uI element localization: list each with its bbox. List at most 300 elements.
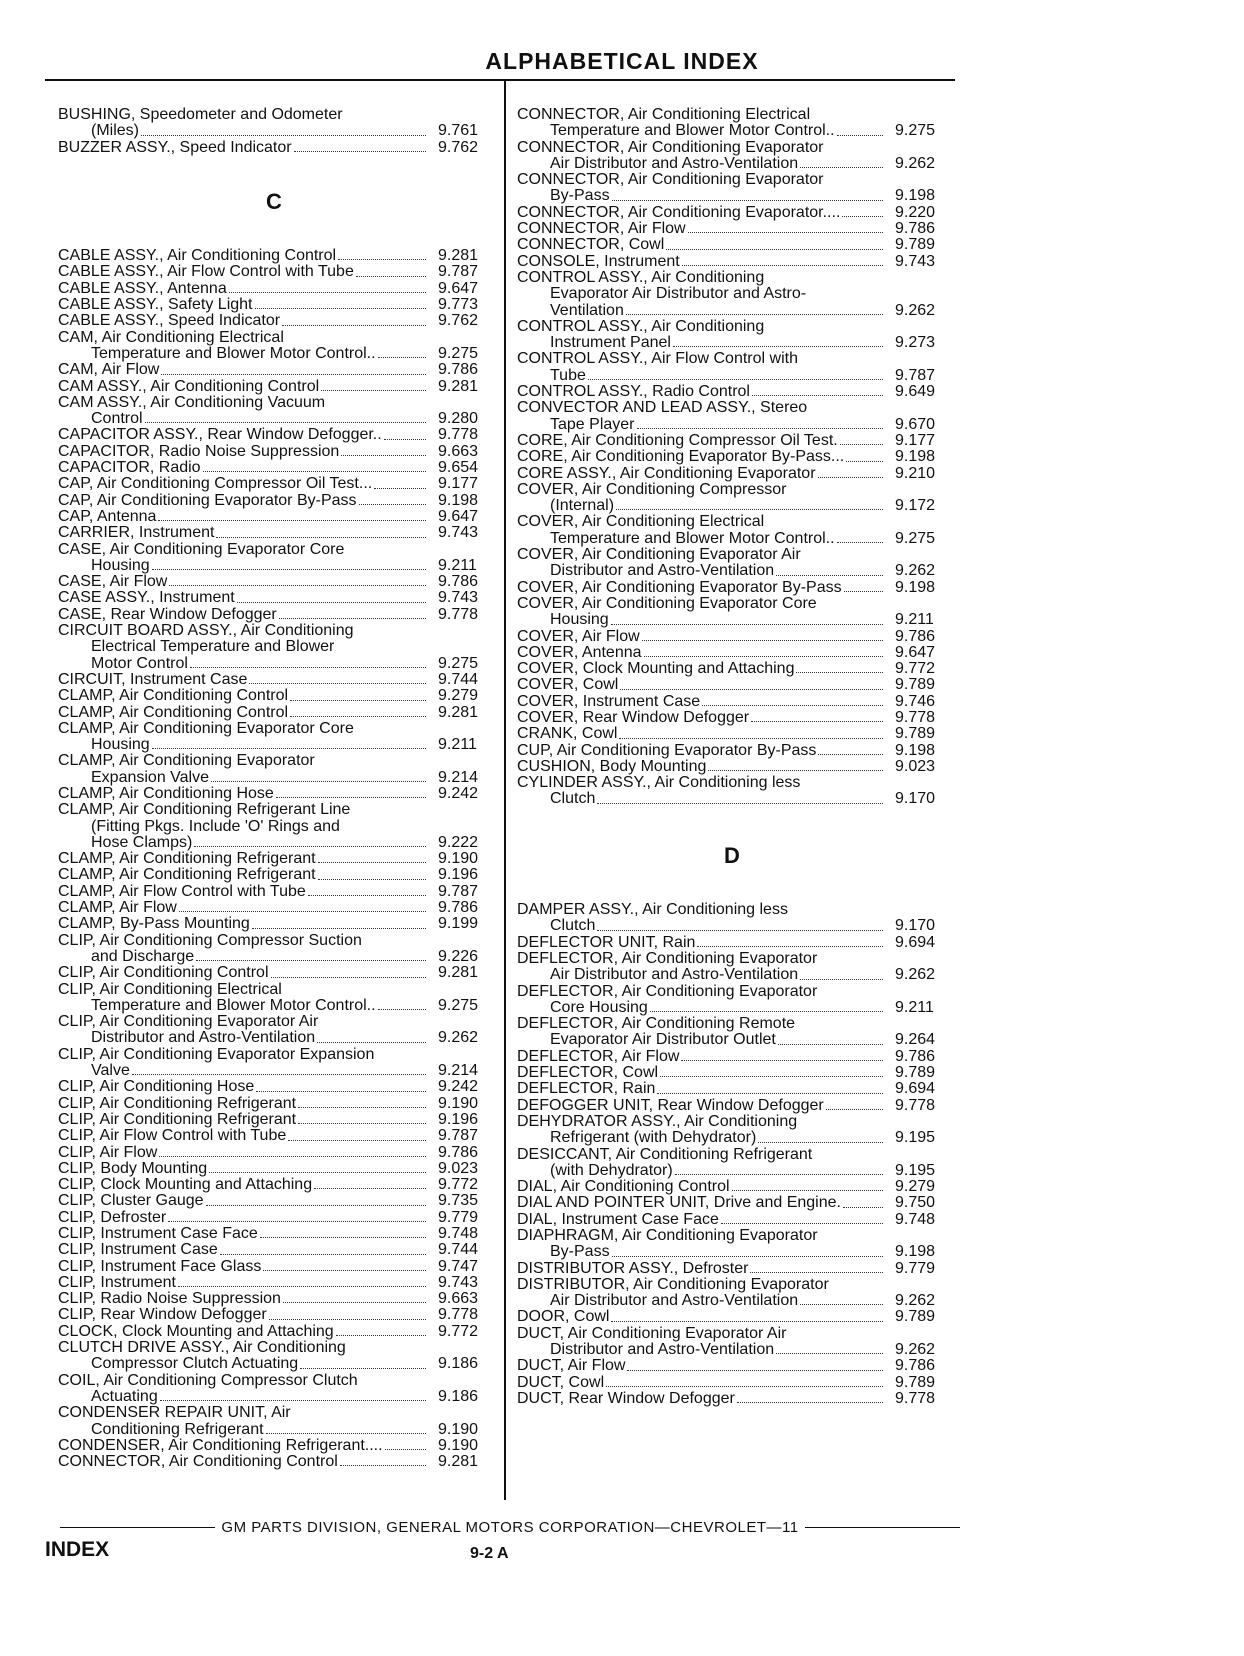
entry-text: CLIP, Air Conditioning Compressor Suction (58, 931, 362, 949)
index-entry (517, 677, 947, 693)
entry-text: Clutch (550, 917, 596, 935)
entry-text: Hose Clamps) (91, 833, 193, 851)
entry-row (517, 1342, 947, 1358)
entry-text: CLIP, Radio Noise Suppression (58, 1290, 281, 1308)
entry-text: CLIP, Air Conditioning Hose (58, 1078, 255, 1096)
leader-dots (290, 699, 426, 701)
page-reference: 9.786 (895, 1357, 936, 1375)
entry-text: CLOCK, Clock Mounting and Attaching (58, 1322, 334, 1340)
index-entry (58, 802, 490, 851)
index-entry (58, 362, 490, 378)
index-entry (517, 1375, 947, 1391)
leader-dots (317, 1041, 426, 1043)
page-reference: 9.226 (438, 947, 479, 965)
index-entry (517, 351, 947, 384)
page-reference: 9.262 (895, 1292, 936, 1310)
entry-row (517, 629, 947, 645)
entry-row (517, 967, 947, 983)
entry-row (58, 1030, 490, 1046)
page-reference: 9.743 (438, 589, 479, 607)
leader-dots (688, 231, 883, 233)
page-reference: 9.199 (438, 915, 479, 933)
title-rule (45, 79, 955, 81)
entry-row (58, 1096, 490, 1112)
page-reference: 9.778 (895, 1389, 936, 1407)
index-entry (517, 1309, 947, 1325)
entry-row (517, 1098, 947, 1114)
entry-text: DEFLECTOR, Rain (517, 1080, 656, 1098)
entry-text: CAPACITOR, Radio Noise Suppression (58, 442, 340, 460)
entry-row (517, 531, 947, 547)
entry-text: CLIP, Clock Mounting and Attaching (58, 1176, 313, 1194)
index-label: INDEX (45, 1538, 110, 1561)
entry-text: CARRIER, Instrument (58, 524, 215, 542)
leader-dots (298, 1122, 426, 1124)
entry-text: Distributor and Astro-Ventilation (550, 562, 775, 580)
entry-row (58, 1112, 490, 1128)
leader-dots (132, 1073, 426, 1075)
entry-text: CAP, Air Conditioning Compressor Oil Test... (58, 475, 373, 493)
entry-text: (Miles) (91, 122, 139, 140)
page-reference: 9.786 (895, 220, 936, 238)
entry-text: CONDENSER REPAIR UNIT, Air (58, 1404, 291, 1422)
entry-text: CLIP, Air Conditioning Control (58, 964, 269, 982)
entry-row (517, 498, 947, 514)
entry-text: CONNECTOR, Air Conditioning Electrical (517, 106, 811, 123)
page-reference: 9.222 (438, 833, 479, 851)
index-entry (517, 319, 947, 352)
leader-dots (846, 460, 883, 462)
index-entry (517, 400, 947, 433)
leader-dots (229, 291, 426, 293)
page-reference: 9.198 (895, 187, 936, 205)
entry-row (517, 1293, 947, 1309)
entry-text: Ventilation (550, 301, 624, 319)
page-reference: 9.262 (438, 1029, 479, 1047)
entry-row (517, 188, 947, 204)
entry-row (517, 368, 947, 384)
leader-dots (276, 796, 426, 798)
entry-row (58, 1063, 490, 1079)
index-entry (58, 1079, 490, 1095)
leader-dots (644, 655, 883, 657)
entry-text: CAM ASSY., Air Conditioning Vacuum (58, 393, 326, 411)
leader-dots (384, 438, 426, 440)
entry-text: CLAMP, Air Conditioning Control (58, 703, 289, 721)
entry-text: CAPACITOR, Radio (58, 459, 201, 477)
page-reference: 9.694 (895, 933, 936, 951)
page-reference: 9.762 (438, 312, 479, 330)
entry-row (58, 379, 490, 395)
leader-dots (152, 568, 426, 570)
leader-dots (666, 248, 883, 250)
entry-row (58, 525, 490, 541)
entry-text: By-Pass (550, 187, 610, 205)
entry-row (517, 1309, 947, 1325)
index-entry (517, 1016, 947, 1049)
entry-row (58, 1438, 490, 1454)
index-entry (58, 1324, 490, 1340)
page-reference: 9.273 (895, 334, 936, 352)
entry-text: Evaporator Air Distributor Outlet (550, 1031, 776, 1049)
index-entry (517, 1081, 947, 1097)
page-reference: 9.211 (895, 998, 934, 1016)
leader-dots (338, 258, 426, 260)
entry-text: CLIP, Air Flow Control with Tube (58, 1127, 287, 1145)
page-number: 9-2 A (470, 1545, 509, 1562)
footer (60, 1519, 960, 1536)
page-reference: 9.262 (895, 562, 936, 580)
entry-row (517, 221, 947, 237)
index-entry (58, 107, 490, 140)
entry-text: Housing (91, 736, 150, 754)
entry-row (58, 264, 490, 280)
leader-dots (660, 1075, 883, 1077)
leader-dots (826, 1108, 883, 1110)
index-entry (517, 1049, 947, 1065)
entry-row (517, 1130, 947, 1146)
page-reference: 9.772 (438, 1322, 479, 1340)
index-entry (517, 254, 947, 270)
page-reference: 9.789 (895, 1373, 936, 1391)
leader-dots (216, 536, 426, 538)
leader-dots (818, 753, 883, 755)
index-entry (517, 1195, 947, 1211)
index-entry (517, 726, 947, 742)
entry-text: CLAMP, Air Conditioning Hose (58, 784, 274, 802)
entry-row (58, 1145, 490, 1161)
page-reference: 9.663 (438, 1290, 479, 1308)
entry-text: CLAMP, Air Flow (58, 899, 177, 917)
entry-text: CAM ASSY., Air Conditioning Control (58, 377, 320, 395)
entry-text: CLIP, Air Flow (58, 1143, 158, 1161)
page-reference: 9.196 (438, 866, 479, 884)
leader-dots (597, 929, 883, 931)
page-reference: 9.748 (438, 1225, 479, 1242)
entry-row (517, 563, 947, 579)
page-reference: 9.195 (895, 1129, 936, 1147)
page-reference: 9.280 (438, 410, 479, 428)
page-reference: 9.023 (895, 757, 936, 775)
leader-dots (637, 427, 884, 429)
entry-row (517, 433, 947, 449)
leader-dots (627, 1369, 883, 1371)
page-reference: 9.747 (438, 1257, 479, 1275)
entry-text: Actuating (91, 1387, 158, 1405)
leader-dots (385, 1448, 426, 1450)
index-entry (58, 1145, 490, 1161)
index-entry (58, 1340, 490, 1373)
leader-dots (800, 166, 883, 168)
page-reference: 9.264 (895, 1031, 936, 1049)
page-reference: 9.647 (438, 279, 479, 297)
entry-text: Temperature and Blower Motor Control.. (91, 996, 376, 1014)
section-spacer (58, 210, 490, 248)
leader-dots (178, 1285, 426, 1287)
leader-dots (616, 508, 883, 510)
page-reference: 9.654 (438, 459, 479, 477)
entry-row (58, 1422, 490, 1438)
entry-row (517, 645, 947, 661)
entry-text: CORE ASSY., Air Conditioning Evaporator (517, 464, 816, 482)
page-reference: 9.743 (895, 252, 936, 270)
entry-row (517, 710, 947, 726)
entry-row (517, 1163, 947, 1179)
page-reference: 9.789 (895, 1308, 936, 1326)
entry-row (517, 1195, 947, 1211)
index-entry (58, 900, 490, 916)
entry-text: DIAL AND POINTER UNIT, Drive and Engine. (517, 1194, 841, 1212)
entry-row (517, 580, 947, 596)
entry-row (58, 998, 490, 1014)
index-entry (58, 672, 490, 688)
index-entry (58, 313, 490, 329)
entry-text: CONNECTOR, Air Flow (517, 220, 686, 238)
leader-dots (141, 134, 426, 136)
index-entry (58, 623, 490, 672)
page-reference: 9.170 (895, 917, 936, 935)
page-reference: 9.281 (438, 964, 479, 982)
entry-text: COVER, Air Conditioning Evaporator Core (517, 594, 817, 612)
leader-dots (626, 313, 883, 315)
entry-text: Temperature and Blower Motor Control.. (550, 122, 835, 140)
entry-row (58, 1161, 490, 1177)
entry-text: CORE, Air Conditioning Compressor Oil Test. (517, 431, 838, 449)
leader-dots (211, 780, 426, 782)
entry-text: CLIP, Air Conditioning Evaporator Expansion (58, 1045, 375, 1063)
index-entry (517, 743, 947, 759)
entry-text: CLIP, Air Conditioning Refrigerant (58, 1094, 297, 1112)
index-entry (517, 710, 947, 726)
footer-rule-left (60, 1527, 215, 1529)
entry-text: CLIP, Air Conditioning Electrical (58, 980, 282, 998)
index-entry (517, 694, 947, 710)
page-reference: 9.262 (895, 301, 936, 319)
index-entry (517, 449, 947, 465)
entry-row (58, 688, 490, 704)
page-reference: 9.275 (895, 529, 936, 547)
page-reference: 9.789 (895, 1064, 936, 1082)
index-entry (58, 525, 490, 541)
index-entry (58, 721, 490, 754)
page-reference: 9.750 (895, 1194, 936, 1212)
entry-text: CABLE ASSY., Air Conditioning Control (58, 247, 337, 265)
leader-dots (152, 747, 426, 749)
entry-row (58, 1291, 490, 1307)
index-entry (58, 1014, 490, 1047)
index-entry (58, 1226, 490, 1242)
page-reference: 9.262 (895, 1341, 936, 1359)
index-entry (517, 237, 947, 253)
page-reference: 9.211 (438, 736, 477, 754)
entry-text: Air Distributor and Astro-Ventilation (550, 1292, 799, 1310)
entry-text: DUCT, Cowl (517, 1373, 605, 1391)
leader-dots (279, 617, 426, 619)
index-entry (517, 205, 947, 221)
entry-text: CONVECTOR AND LEAD ASSY., Stereo (517, 399, 808, 417)
index-entry (58, 867, 490, 883)
index-entry (58, 1096, 490, 1112)
entry-row (517, 335, 947, 351)
entry-text: COVER, Antenna (517, 643, 642, 661)
index-entry (58, 884, 490, 900)
entry-text: DEFLECTOR, Air Conditioning Remote (517, 1015, 796, 1033)
page-reference: 9.186 (438, 1387, 479, 1405)
entry-row (58, 1193, 490, 1209)
entry-text: DISTRIBUTOR, Air Conditioning Evaporator (517, 1275, 829, 1293)
entry-row (517, 743, 947, 759)
page-reference: 9.744 (438, 1241, 479, 1259)
index-entry (517, 1065, 947, 1081)
entry-row (58, 884, 490, 900)
entry-row (517, 1179, 947, 1195)
leader-dots (341, 454, 426, 456)
page-reference: 9.748 (895, 1210, 936, 1228)
index-entry (517, 1212, 947, 1228)
index-entry (517, 433, 947, 449)
index-entry (58, 1177, 490, 1193)
entry-text: CASE ASSY., Instrument (58, 589, 235, 607)
leader-dots (732, 1189, 883, 1191)
entry-row (58, 297, 490, 313)
entry-row (58, 411, 490, 427)
index-entry (517, 1114, 947, 1147)
entry-row (58, 444, 490, 460)
entry-text: (with Dehydrator) (550, 1161, 673, 1179)
entry-text: CONSOLE, Instrument (517, 252, 680, 270)
page-reference: 9.787 (438, 1127, 479, 1145)
index-entry (517, 221, 947, 237)
page-reference: 9.787 (438, 882, 479, 900)
leader-dots (158, 519, 426, 521)
index-entry (58, 542, 490, 575)
page-reference: 9.281 (438, 703, 479, 721)
page-reference: 9.186 (438, 1355, 479, 1373)
entry-row (58, 313, 490, 329)
entry-text: DUCT, Air Flow (517, 1357, 626, 1375)
entry-text: DIAL, Air Conditioning Control (517, 1178, 730, 1196)
index-entry (517, 466, 947, 482)
leader-dots (206, 1204, 426, 1206)
index-entry (58, 688, 490, 704)
entry-row (517, 449, 947, 465)
entry-text: Core Housing (550, 998, 648, 1016)
entry-text: DUCT, Rear Window Defogger (517, 1389, 735, 1407)
entry-text: CABLE ASSY., Antenna (58, 279, 227, 297)
page-reference: 9.779 (895, 1259, 936, 1277)
leader-dots (359, 503, 426, 505)
index-entry (58, 916, 490, 932)
entry-text: CLAMP, Air Conditioning Control (58, 687, 289, 705)
page-reference: 9.786 (438, 899, 479, 917)
page-reference: 9.670 (895, 415, 936, 433)
page-reference: 9.220 (895, 203, 936, 221)
leader-dots (650, 1010, 883, 1012)
leader-dots (800, 1303, 883, 1305)
entry-text: Tube (550, 366, 586, 384)
entry-row (517, 1049, 947, 1065)
entry-text: CONTROL ASSY., Air Conditioning (517, 268, 765, 286)
entry-text: CLIP, Air Conditioning Refrigerant (58, 1110, 297, 1128)
entry-text: Electrical Temperature and Blower (91, 638, 335, 656)
entry-text: Valve (91, 1062, 130, 1080)
leader-dots (160, 1399, 426, 1401)
entry-row (58, 460, 490, 476)
leader-dots (843, 1206, 883, 1208)
leader-dots (298, 1106, 426, 1108)
entry-text: CASE, Rear Window Defogger (58, 605, 277, 623)
index-column-right (517, 107, 947, 1407)
entry-text: CLIP, Instrument Face Glass (58, 1257, 262, 1275)
leader-dots (776, 574, 883, 576)
index-entry (58, 1291, 490, 1307)
page-reference: 9.281 (438, 1453, 479, 1471)
leader-dots (612, 1255, 883, 1257)
entry-text: CABLE ASSY., Air Flow Control with Tube (58, 263, 354, 281)
entry-row (517, 1391, 947, 1407)
index-entry (517, 1228, 947, 1261)
page-reference: 9.694 (895, 1080, 936, 1098)
entry-row (58, 123, 490, 139)
page-reference: 9.779 (438, 1208, 479, 1226)
page-reference: 9.663 (438, 442, 479, 460)
entry-text: CUP, Air Conditioning Evaporator By-Pass (517, 741, 817, 759)
entry-text: DEFLECTOR, Air Conditioning Evaporator (517, 949, 818, 967)
entry-text: CONNECTOR, Air Conditioning Evaporator (517, 138, 824, 156)
entry-row (58, 1307, 490, 1323)
entry-text: CLIP, Instrument Case Face (58, 1225, 258, 1242)
page-reference: 9.279 (438, 687, 479, 705)
index-entry (517, 1098, 947, 1114)
leader-dots (249, 682, 426, 684)
page-reference: 9.787 (895, 366, 936, 384)
index-entry (58, 1373, 490, 1406)
entry-text: CONNECTOR, Air Conditioning Evaporator.... (517, 203, 841, 221)
index-entry (517, 140, 947, 173)
index-entry (517, 759, 947, 775)
entry-row (58, 770, 490, 786)
entry-row (517, 1081, 947, 1097)
entry-text: (Internal) (550, 497, 615, 515)
leader-dots (169, 584, 426, 586)
entry-row (58, 281, 490, 297)
page-reference: 9.786 (895, 1047, 936, 1065)
entry-text: and Discharge (91, 947, 195, 965)
index-entry (58, 982, 490, 1015)
page-reference: 9.773 (438, 296, 479, 314)
page-reference: 9.214 (438, 768, 479, 786)
entry-row (58, 1177, 490, 1193)
page-reference: 9.190 (438, 1436, 479, 1454)
entry-text: CLIP, Air Conditioning Evaporator Air (58, 1013, 319, 1031)
entry-text: CAM, Air Flow (58, 361, 160, 379)
index-entry (58, 460, 490, 476)
entry-row (58, 509, 490, 525)
entry-row (58, 1454, 490, 1470)
entry-text: Temperature and Blower Motor Control.. (91, 344, 376, 362)
index-entry (58, 1210, 490, 1226)
entry-text: CLAMP, Air Flow Control with Tube (58, 882, 306, 900)
entry-text: CIRCUIT BOARD ASSY., Air Conditioning (58, 622, 354, 640)
index-entry (58, 493, 490, 509)
entry-text: CONDENSER, Air Conditioning Refrigerant.... (58, 1436, 383, 1454)
entry-text: CONTROL ASSY., Radio Control (517, 383, 750, 401)
entry-row (58, 835, 490, 851)
page-reference: 9.786 (895, 627, 936, 645)
index-entry (58, 427, 490, 443)
leader-dots (673, 345, 883, 347)
entry-row (58, 346, 490, 362)
